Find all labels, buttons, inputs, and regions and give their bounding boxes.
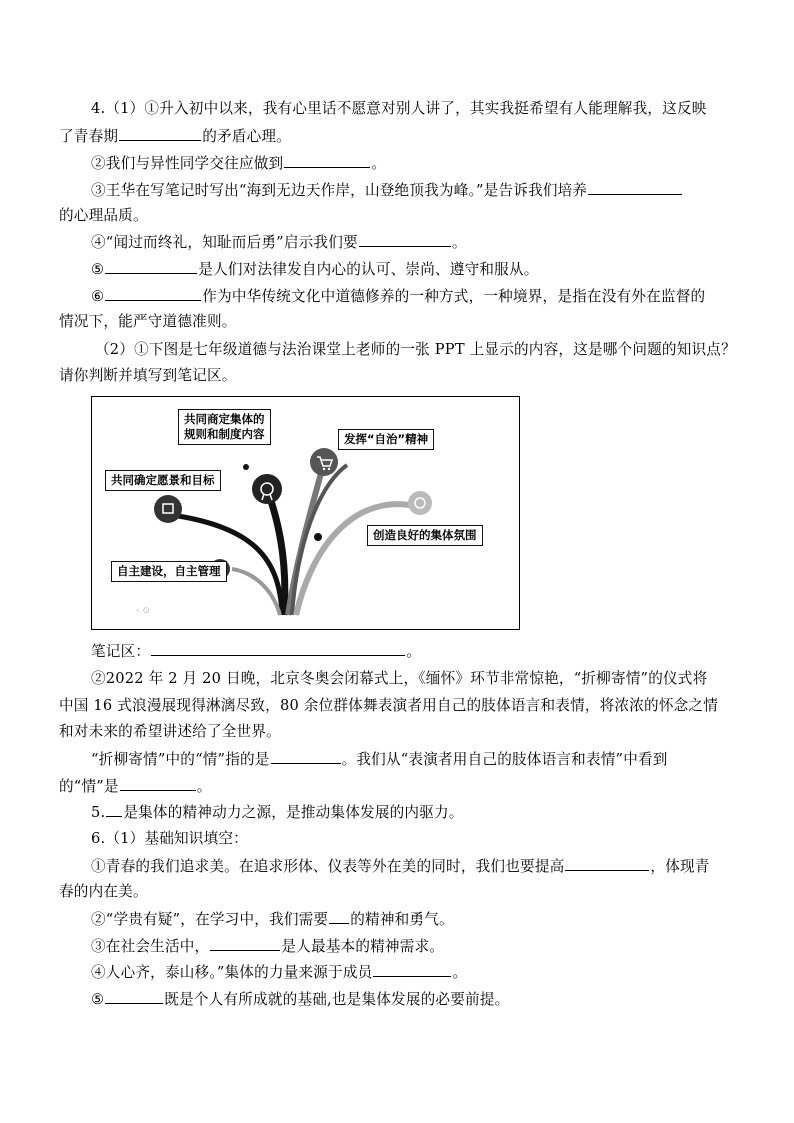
q6-item2-text-b: 的精神和勇气。 bbox=[350, 911, 454, 928]
q4-item1-text-b: 了青春期 bbox=[59, 128, 119, 145]
q4-item7-line3 bbox=[59, 722, 739, 742]
q6-item2-text: ②“学贵有疑”，在学习中，我们需要 bbox=[91, 911, 329, 928]
q4-item6-line2 bbox=[59, 312, 739, 332]
q4-item2-end: 。 bbox=[371, 155, 387, 172]
q5-num: 5. bbox=[91, 804, 106, 821]
q4-item2-text: ②我们与异性同学交往应做到 bbox=[91, 155, 284, 172]
q4-item3-text-b: 的心理品质。 bbox=[59, 207, 148, 224]
q4-item7-text: ②2022 年 2 月 20 日晚，北京冬奥会闭幕式上，《缅怀》环节非常惊艳，“折柳寄情”的仪式将 bbox=[91, 670, 708, 687]
label-atmosphere: 创造良好的集体氛围 bbox=[367, 525, 483, 546]
q4-item1-line1 bbox=[91, 99, 771, 119]
settings-icon bbox=[408, 491, 432, 515]
q4-item8-text-c: 的“情”是 bbox=[59, 778, 119, 795]
q6-item3-text-b: 是人最基本的精神需求。 bbox=[281, 938, 445, 955]
q4-item6-text: 作为中华传统文化中道德修养的一种方式，一种境界，是指在没有外在监督的 bbox=[202, 288, 706, 305]
answer-blank[interactable] bbox=[210, 936, 280, 951]
answer-blank[interactable] bbox=[119, 126, 201, 141]
q5-text: 是集体的精神动力之源，是推动集体发展的内驱力。 bbox=[123, 804, 464, 821]
q6-item1-line1 bbox=[91, 856, 771, 877]
q6-title-text: 6.（1）基础知识填空： bbox=[91, 830, 248, 847]
award-icon bbox=[252, 474, 282, 504]
q4-item6-num: ⑥ bbox=[91, 288, 105, 305]
q4-item3-text: ③王华在写笔记时写出“海到无边天作岸，山登绝顶我为峰。”是告诉我们培养 bbox=[91, 182, 588, 199]
q6-item3-text: ③在社会生活中， bbox=[91, 938, 210, 955]
answer-blank[interactable] bbox=[359, 232, 451, 247]
q4-item3-line1 bbox=[91, 180, 771, 201]
answer-blank[interactable] bbox=[271, 749, 341, 764]
label-spirit: 发挥“自治”精神 bbox=[338, 429, 434, 450]
q6-item1-text-b: ，体现青 bbox=[650, 858, 710, 875]
notes-label: 笔记区： bbox=[91, 643, 151, 660]
q4-item5-num: ⑤ bbox=[91, 261, 105, 278]
q5 bbox=[91, 802, 771, 823]
q6-item4-end: 。 bbox=[452, 964, 468, 981]
q6-item5-text: 既是个人有所成就的基础,也是集体发展的必要前提。 bbox=[164, 991, 510, 1008]
answer-blank[interactable] bbox=[329, 909, 349, 924]
q4-part2-text: （2）①下图是七年级道德与法治课堂上老师的一张 PPT 上显示的内容，这是哪个问题的知识点？ bbox=[95, 341, 736, 358]
q4-item4-end: 。 bbox=[451, 234, 467, 251]
q4-item8-text-b: 。我们从“表演者用自己的肢体语言和表情”中看到 bbox=[341, 751, 668, 768]
cart-icon bbox=[310, 448, 338, 476]
q4-item7-text-c: 和对未来的希望讲述给了全世界。 bbox=[59, 723, 281, 740]
q6-item3 bbox=[91, 936, 771, 957]
q6-title bbox=[91, 829, 771, 849]
q4-item8-text: “折柳寄情”中的“情”指的是 bbox=[91, 751, 270, 768]
label-rules: 共同商定集体的 规则和制度内容 bbox=[178, 409, 271, 445]
answer-blank[interactable] bbox=[105, 286, 201, 301]
q6-item5 bbox=[91, 989, 771, 1010]
answer-blank[interactable] bbox=[373, 962, 451, 977]
dot-center bbox=[314, 533, 322, 541]
q4-item8-line2 bbox=[59, 776, 739, 797]
stem-curve-light bbox=[296, 504, 410, 615]
ppt-figure bbox=[91, 396, 520, 630]
q6-item2 bbox=[91, 909, 771, 930]
q4-item6-text-b: 情况下，能严守道德准则。 bbox=[59, 313, 237, 330]
q4-part2-line2 bbox=[59, 366, 739, 386]
q4-item7-text-b: 中国 16 式浪漫展现得淋漓尽致，80 余位群体舞表演者用自己的肢体语言和表情，将浓浓的怀念之情 bbox=[59, 697, 719, 714]
q6-item1-text-c: 春的内在美。 bbox=[59, 883, 148, 900]
answer-blank[interactable] bbox=[120, 776, 196, 791]
q4-item1-text-c: 的矛盾心理。 bbox=[202, 128, 291, 145]
q4-item5 bbox=[91, 259, 771, 280]
answer-blank[interactable] bbox=[565, 856, 649, 871]
q6-item4-text: ④人心齐，泰山移。”集体的力量来源于成员 bbox=[91, 964, 373, 981]
notes-area bbox=[91, 641, 771, 662]
q6-item1-line2 bbox=[59, 882, 739, 902]
target-icon bbox=[154, 495, 182, 523]
q6-item5-num: ⑤ bbox=[91, 991, 105, 1008]
q6-item4 bbox=[91, 962, 771, 983]
dot-small bbox=[243, 464, 249, 470]
notes-answer-blank[interactable] bbox=[151, 641, 405, 656]
q4-part2-line1 bbox=[95, 340, 775, 360]
answer-blank[interactable] bbox=[105, 989, 163, 1004]
q4-part2-text-b: 请你判断并填写到笔记区。 bbox=[59, 367, 237, 384]
q4-item8-line1 bbox=[91, 749, 771, 770]
label-selfbuild: 自主建设，自主管理 bbox=[111, 561, 227, 582]
answer-blank[interactable] bbox=[105, 259, 197, 274]
q4-item4-text: ④“闻过而终礼，知耻而后勇”启示我们要 bbox=[91, 234, 358, 251]
q4-item5-text: 是人们对法律发自内心的认可、崇尚、遵守和服从。 bbox=[198, 261, 539, 278]
q4-item1-line2 bbox=[59, 126, 739, 147]
q4-item8-end: 。 bbox=[196, 778, 212, 795]
answer-blank[interactable] bbox=[106, 802, 122, 817]
q4-item7-line2 bbox=[59, 696, 739, 716]
q4-item1-text: 4.（1）①升入初中以来，我有心里话不愿意对别人讲了，其实我挺希望有人能理解我，这反映 bbox=[91, 100, 707, 117]
q4-item4 bbox=[91, 232, 771, 253]
q4-item3-line2 bbox=[59, 206, 739, 226]
answer-blank[interactable] bbox=[588, 180, 682, 195]
q4-item6-line1 bbox=[91, 286, 771, 307]
notes-end: 。 bbox=[406, 643, 421, 660]
answer-blank[interactable] bbox=[284, 153, 370, 168]
ppt-graphic bbox=[92, 397, 519, 629]
q4-item2 bbox=[91, 153, 771, 174]
q4-item7-line1 bbox=[91, 669, 771, 689]
label-vision: 共同确定愿景和目标 bbox=[105, 470, 221, 491]
q6-item1-text: ①青春的我们追求美。在追求形体、仪表等外在美的同时，我们也要提高 bbox=[91, 858, 565, 875]
figure-watermark: ‹ ⊙ bbox=[136, 606, 151, 616]
